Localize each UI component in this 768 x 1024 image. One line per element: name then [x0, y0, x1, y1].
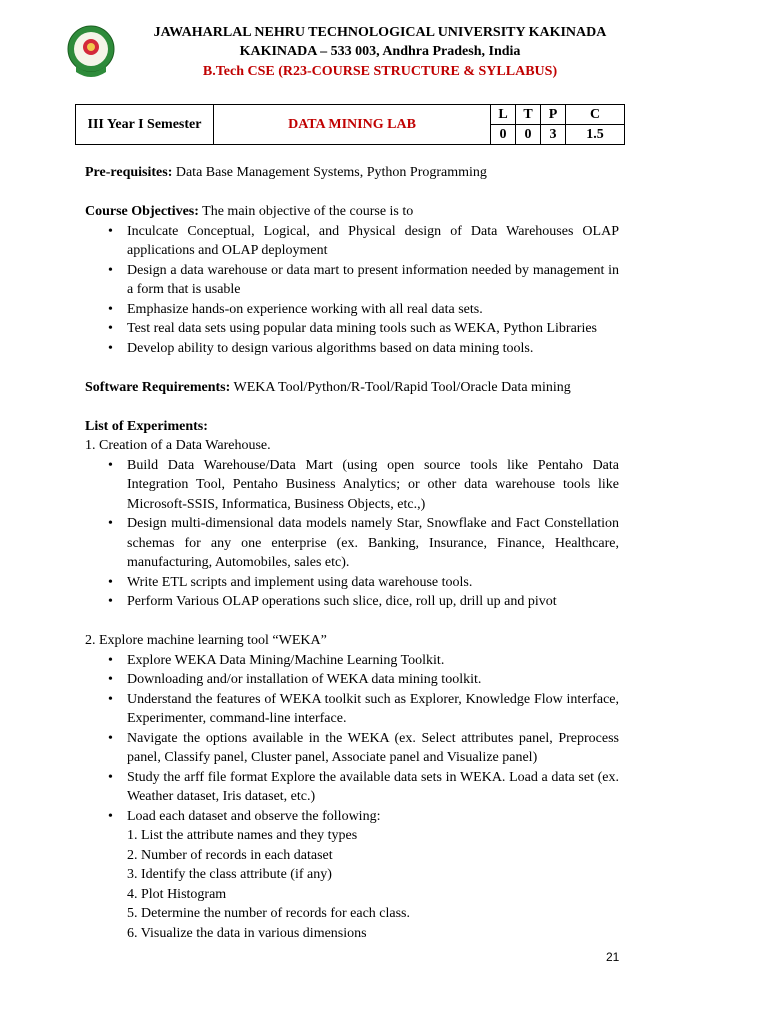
- course-info-table: [75, 104, 625, 145]
- header-c: C: [566, 105, 625, 125]
- sub-item: 4. Plot Histogram: [127, 886, 227, 902]
- header-l: L: [491, 105, 516, 125]
- sub-item: 1. List the attribute names and they types: [127, 828, 358, 843]
- list-item: • Design a data warehouse or data mart to present information needed by management in a form that is usable: [85, 261, 619, 300]
- list-item: • Write ETL scripts and implement using data warehouse tools.: [85, 573, 619, 593]
- list-item: • Understand the features of WEKA toolkit such as Explorer, Knowledge Flow interface, Experimenter, command-line interface.: [85, 690, 619, 729]
- sub-item: 5. Determine the number of records for each class.: [127, 906, 410, 921]
- header-p: P: [541, 105, 566, 125]
- value-l: 0: [491, 125, 516, 145]
- experiment-2-list: [85, 651, 619, 827]
- semester-cell: III Year I Semester: [76, 105, 214, 145]
- experiment-1-list: [85, 456, 619, 612]
- list-item: • Perform Various OLAP operations such slice, dice, roll up, drill up and pivot: [85, 592, 619, 612]
- list-item: • Inculcate Conceptual, Logical, and Physical design of Data Warehouses OLAP applications and OLAP deployment: [85, 222, 619, 261]
- list-item: • Study the arff file format Explore the available data sets in WEKA. Load a data set (ex. Weather dataset, Iris dataset, etc.): [85, 768, 619, 807]
- list-item: • Emphasize hands-on experience working with all real data sets.: [85, 300, 619, 320]
- list-item: • Load each dataset and observe the following:: [85, 807, 619, 827]
- list-item: • Navigate the options available in the WEKA (ex. Select attributes panel, Preprocess panel, Classify panel, Cluster panel, Associate panel and Visualize panel): [85, 729, 619, 768]
- course-objectives: Course Objectives: The main objective of the course is to: [85, 204, 414, 219]
- course-title-cell: DATA MINING LAB: [214, 105, 491, 145]
- software-requirements: Software Requirements: WEKA Tool/Python/R-Tool/Rapid Tool/Oracle Data mining: [85, 379, 571, 395]
- list-item: • Explore WEKA Data Mining/Machine Learning Toolkit.: [85, 651, 619, 671]
- objectives-list: [85, 222, 619, 359]
- syllabus-content: [85, 163, 619, 943]
- university-name: JAWAHARLAL NEHRU TECHNOLOGICAL UNIVERSITY KAKINADA: [153, 25, 607, 40]
- list-item: • Downloading and/or installation of WEKA data mining toolkit.: [85, 670, 619, 690]
- list-item: • Build Data Warehouse/Data Mart (using open source tools like Pentaho Data Integration Tool, Pentaho Business Analytics; or other data warehouse tools like Microsoft-SSIS, Informatica, Business Objects, etc.,): [85, 456, 619, 515]
- list-item: • Develop ability to design various algorithms based on data mining tools.: [85, 339, 619, 359]
- experiments-heading: List of Experiments:: [85, 418, 208, 434]
- list-item: • Design multi-dimensional data models namely Star, Snowflake and Fact Constellation schemas for any one enterprise (ex. Banking, Insurance, Finance, Healthcare, manufacturing, Automobiles, sales etc).: [85, 514, 619, 573]
- experiment-2-title: 2. Explore machine learning tool “WEKA”: [85, 633, 327, 648]
- prerequisites: Pre-requisites: Data Base Management Systems, Python Programming: [85, 165, 487, 180]
- syllabus-title: B.Tech CSE (R23-COURSE STRUCTURE & SYLLABUS): [202, 64, 558, 79]
- value-p: 3: [541, 125, 566, 145]
- value-t: 0: [516, 125, 541, 145]
- value-c: 1.5: [566, 125, 625, 145]
- sub-item: 3. Identify the class attribute (if any): [127, 867, 332, 882]
- header-t: T: [516, 105, 541, 125]
- university-address: KAKINADA – 533 003, Andhra Pradesh, India: [239, 44, 521, 59]
- sub-item: 2. Number of records in each dataset: [127, 847, 333, 863]
- list-item: • Test real data sets using popular data mining tools such as WEKA, Python Libraries: [85, 319, 619, 339]
- page-number: 21: [606, 950, 620, 964]
- sub-item: 6. Visualize the data in various dimensions: [127, 925, 367, 941]
- experiment-1-title: 1. Creation of a Data Warehouse.: [85, 438, 271, 453]
